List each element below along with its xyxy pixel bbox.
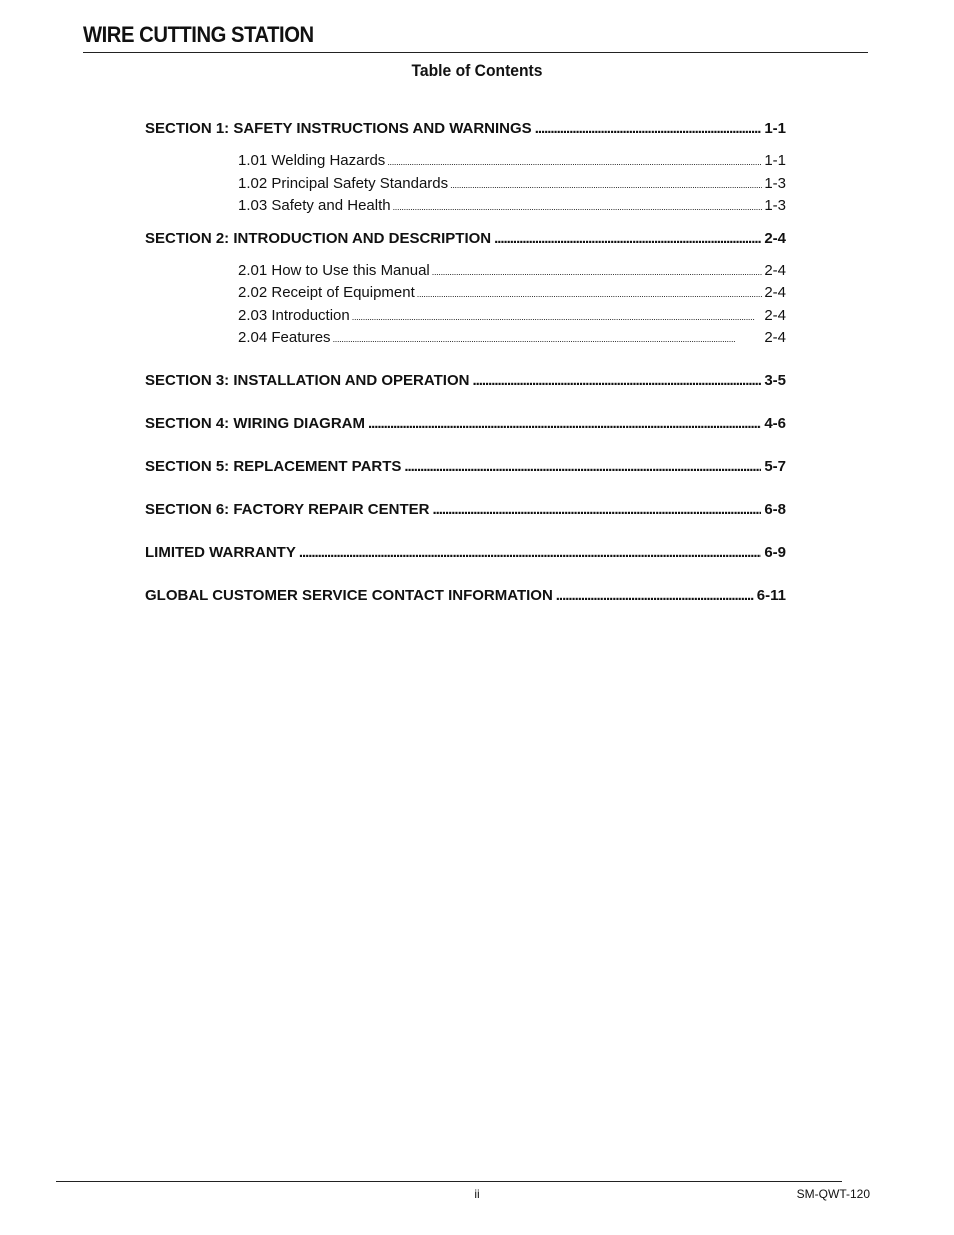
toc-section-label: SECTION 3: INSTALLATION AND OPERATION	[145, 371, 470, 389]
toc-section-entry[interactable]	[145, 544, 786, 567]
toc-section-page: 6-9	[764, 543, 786, 561]
toc-subsection-entry[interactable]	[238, 284, 786, 307]
toc-subsection-page: 2-4	[764, 329, 786, 346]
toc-subsection-entry[interactable]	[238, 197, 786, 220]
toc-subsection-list	[145, 262, 786, 352]
toc-section-label: LIMITED WARRANTY	[145, 543, 296, 561]
toc-section-entry[interactable]	[145, 230, 786, 253]
toc-leader-dots	[432, 501, 761, 518]
toc-subsection-entry[interactable]	[238, 262, 786, 285]
document-header-title: WIRE CUTTING STATION	[83, 22, 314, 47]
toc-leader-dots	[404, 458, 761, 475]
toc-leader-dots	[417, 289, 763, 299]
toc-section-label: SECTION 5: REPLACEMENT PARTS	[145, 457, 402, 475]
toc-section-label: SECTION 2: INTRODUCTION AND DESCRIPTION	[145, 229, 492, 247]
toc-subsection-page: 1-3	[764, 197, 786, 214]
toc-leader-dots	[535, 120, 762, 137]
toc-subsection-label: 2.03 Introduction	[238, 306, 350, 324]
table-of-contents	[145, 120, 786, 610]
toc-subsection-entry[interactable]	[238, 152, 786, 175]
toc-leader-dots	[393, 202, 763, 212]
toc-leader-dots	[333, 334, 763, 344]
footer-page-number: ii	[474, 1187, 480, 1201]
toc-subsection-entry[interactable]	[238, 307, 786, 330]
toc-section-entry[interactable]	[145, 415, 786, 438]
toc-section-page: 4-6	[764, 414, 786, 432]
toc-subsection-label: 1.03 Safety and Health	[238, 197, 391, 214]
toc-subsection-entry[interactable]	[238, 329, 786, 352]
toc-leader-dots	[494, 230, 761, 247]
toc-section-page: 2-4	[764, 229, 786, 247]
toc-leader-dots	[450, 180, 762, 190]
toc-subsection-page: 2-4	[764, 284, 786, 301]
toc-section-page: 1-1	[764, 120, 786, 137]
toc-leader-dots	[299, 544, 761, 561]
footer-document-code: SM-QWT-120	[796, 1187, 870, 1201]
toc-section-page: 6-8	[764, 500, 786, 518]
toc-section-label: GLOBAL CUSTOMER SERVICE CONTACT INFORMATION	[145, 586, 553, 604]
toc-subsection-entry[interactable]	[238, 175, 786, 198]
toc-subsection-label: 1.01 Welding Hazards	[238, 152, 386, 169]
toc-leader-dots	[352, 312, 763, 322]
toc-leader-dots	[368, 415, 761, 432]
toc-heading: Table of Contents	[411, 61, 543, 80]
toc-section-label: SECTION 1: SAFETY INSTRUCTIONS AND WARNINGS	[145, 120, 532, 137]
toc-subsection-page: 1-1	[764, 152, 786, 169]
toc-section-entry[interactable]	[145, 587, 786, 610]
toc-section-label: SECTION 4: WIRING DIAGRAM	[145, 414, 365, 432]
toc-section-entry[interactable]	[145, 372, 786, 395]
header-divider	[83, 52, 868, 53]
toc-section-label: SECTION 6: FACTORY REPAIR CENTER	[145, 500, 430, 518]
toc-subsection-label: 1.02 Principal Safety Standards	[238, 174, 449, 192]
toc-subsection-page: 1-3	[764, 174, 786, 192]
footer-divider	[56, 1181, 842, 1182]
toc-subsection-label: 2.01 How to Use this Manual	[238, 261, 430, 279]
toc-leader-dots	[556, 587, 754, 604]
toc-subsection-label: 2.04 Features	[238, 329, 331, 346]
toc-section-entry[interactable]	[145, 120, 786, 143]
toc-section-entry[interactable]	[145, 501, 786, 524]
toc-leader-dots	[472, 372, 761, 389]
toc-subsection-page: 2-4	[764, 261, 786, 279]
toc-section-page: 6-11	[756, 586, 786, 604]
toc-subsection-label: 2.02 Receipt of Equipment	[238, 284, 415, 301]
toc-section-page: 3-5	[764, 371, 786, 389]
toc-subsection-list	[145, 152, 786, 220]
toc-subsection-page: 2-4	[764, 306, 786, 324]
toc-leader-dots	[432, 267, 763, 277]
toc-section-entry[interactable]	[145, 458, 786, 481]
toc-section-page: 5-7	[764, 457, 786, 475]
toc-leader-dots	[387, 157, 762, 167]
